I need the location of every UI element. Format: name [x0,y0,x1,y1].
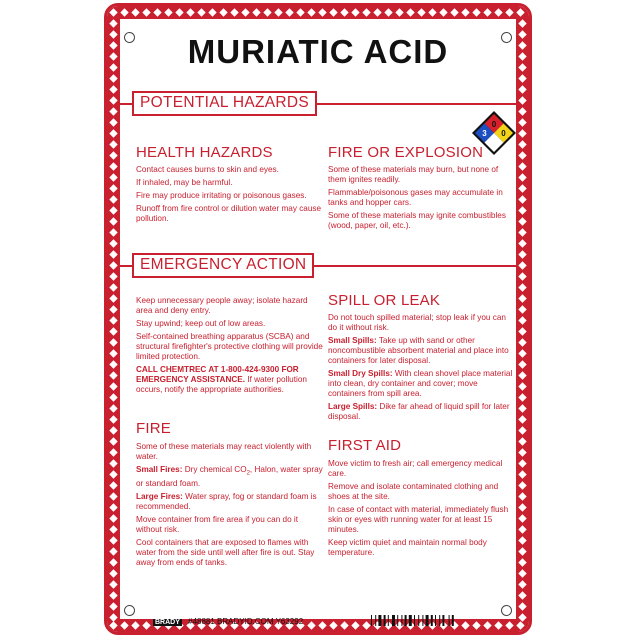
chemtrec-line [136,365,326,395]
fire-small-text: Dry chemical CO [182,465,247,474]
fire-explosion-line: Some of these materials may burn, but none of them ignites readily. [328,165,499,184]
spill-dry-text: With clean shovel place material into clean, dry container and cover; move containers from spill area. [328,369,513,398]
spill-small [328,336,514,366]
fire-explosion-line: Some of these materials may ignite combustibles (wood, paper, oil, etc.). [328,211,506,230]
first-aid-line: Remove and isolate contaminated clothing and shoes at the site. [328,482,499,501]
fire-text [136,442,326,571]
mounting-hole [501,605,512,616]
fire-intro: Some of these materials may react violently with water. [136,442,312,461]
spill-small-text: Take up with sand or other noncombustible absorbent material and place into containers for later disposal. [328,336,509,365]
spill-dry-label: Small Dry Spills: [328,369,393,378]
fire-cool: Cool containers that are exposed to flames with water from the side until well after fire is out. Stay away from ends of tanks. [136,537,315,567]
sign-body [120,19,516,619]
mounting-hole [501,32,512,43]
first-aid-line: In case of contact with material, immediately flush skin or eyes with running water for at least 15 minutes. [328,505,509,534]
chemtrec-call: CALL CHEMTREC AT 1-800-424-9300 FOR EMERGENCY ASSISTANCE. [136,365,299,384]
brady-logo: BRADY [155,619,180,626]
emergency-line: Stay upwind; keep out of low areas. [136,319,266,328]
spill-intro: Do not touch spilled material; stop leak if you can do it without risk. [328,313,506,332]
fire-large-text: Water spray, fog or standard foam is recommended. [136,491,317,511]
spill-large-text: Dike far ahead of liquid spill for later disposal. [328,402,510,421]
mounting-hole [124,605,135,616]
fire-move: Move container from fire area if you can do it without risk. [136,514,299,534]
chemtrec-rest: If water pollution occurs, notify the appropriate authorities. [136,375,307,394]
spill-leak-heading: SPILL OR LEAK [328,292,441,309]
spill-large [328,402,514,422]
fire-heading: FIRE [136,420,171,437]
product-code: #48881 BRADYID.COM Y63292 [188,617,304,626]
fire-explosion-line: Flammable/poisonous gases may accumulate in tanks and hopper cars. [328,188,503,207]
first-aid-heading: FIRST AID [328,437,402,454]
nfpa-health-value: 3 [482,129,487,138]
health-line: Fire may produce irritating or poisonous gases. [136,191,307,200]
emergency-line: Self-contained breathing apparatus (SCBA) and structural firefighter's protective clothing will provide limited protection. [136,332,323,361]
health-line: Runoff from fire control or dilution water may cause pollution. [136,204,322,223]
section-header-potential-hazards: POTENTIAL HAZARDS [132,91,317,116]
health-line: If inhaled, may be harmful. [136,178,233,187]
nfpa-flammability-value: 0 [491,120,497,129]
fire-explosion-heading: FIRE OR EXPLOSION [328,144,484,161]
spill-dry [328,369,514,399]
fire-small-text-post: , Halon, water spray or standard foam. [136,465,323,488]
health-hazards-text [136,165,326,227]
health-line: Contact causes burns to skin and eyes. [136,165,279,174]
fire-large-label: Large Fires: [136,491,183,501]
fire-large [136,492,326,512]
co2-subscript: 2 [246,470,250,477]
emergency-action-text [136,296,326,398]
health-hazards-heading: HEALTH HAZARDS [136,144,273,161]
barcode-icon [371,615,501,626]
spill-leak-text [328,313,514,425]
emergency-line: Keep unnecessary people away; isolate hazard area and deny entry. [136,296,308,315]
fire-explosion-text [328,165,514,234]
sign-title: MURIATIC ACID [187,33,449,70]
nfpa-reactivity-value: 0 [501,129,506,138]
fire-small-label: Small Fires: [136,465,183,474]
first-aid-line: Keep victim quiet and maintain normal body temperature. [328,538,487,557]
sign-footer [153,617,303,626]
section-header-emergency-action: EMERGENCY ACTION [132,253,314,278]
mounting-hole [124,32,135,43]
fire-small [136,465,326,489]
safety-sign [104,3,532,635]
first-aid-text [328,459,514,561]
spill-large-label: Large Spills: [328,402,378,411]
first-aid-line: Move victim to fresh air; call emergency medical care. [328,459,503,478]
spill-small-label: Small Spills: [328,336,377,345]
